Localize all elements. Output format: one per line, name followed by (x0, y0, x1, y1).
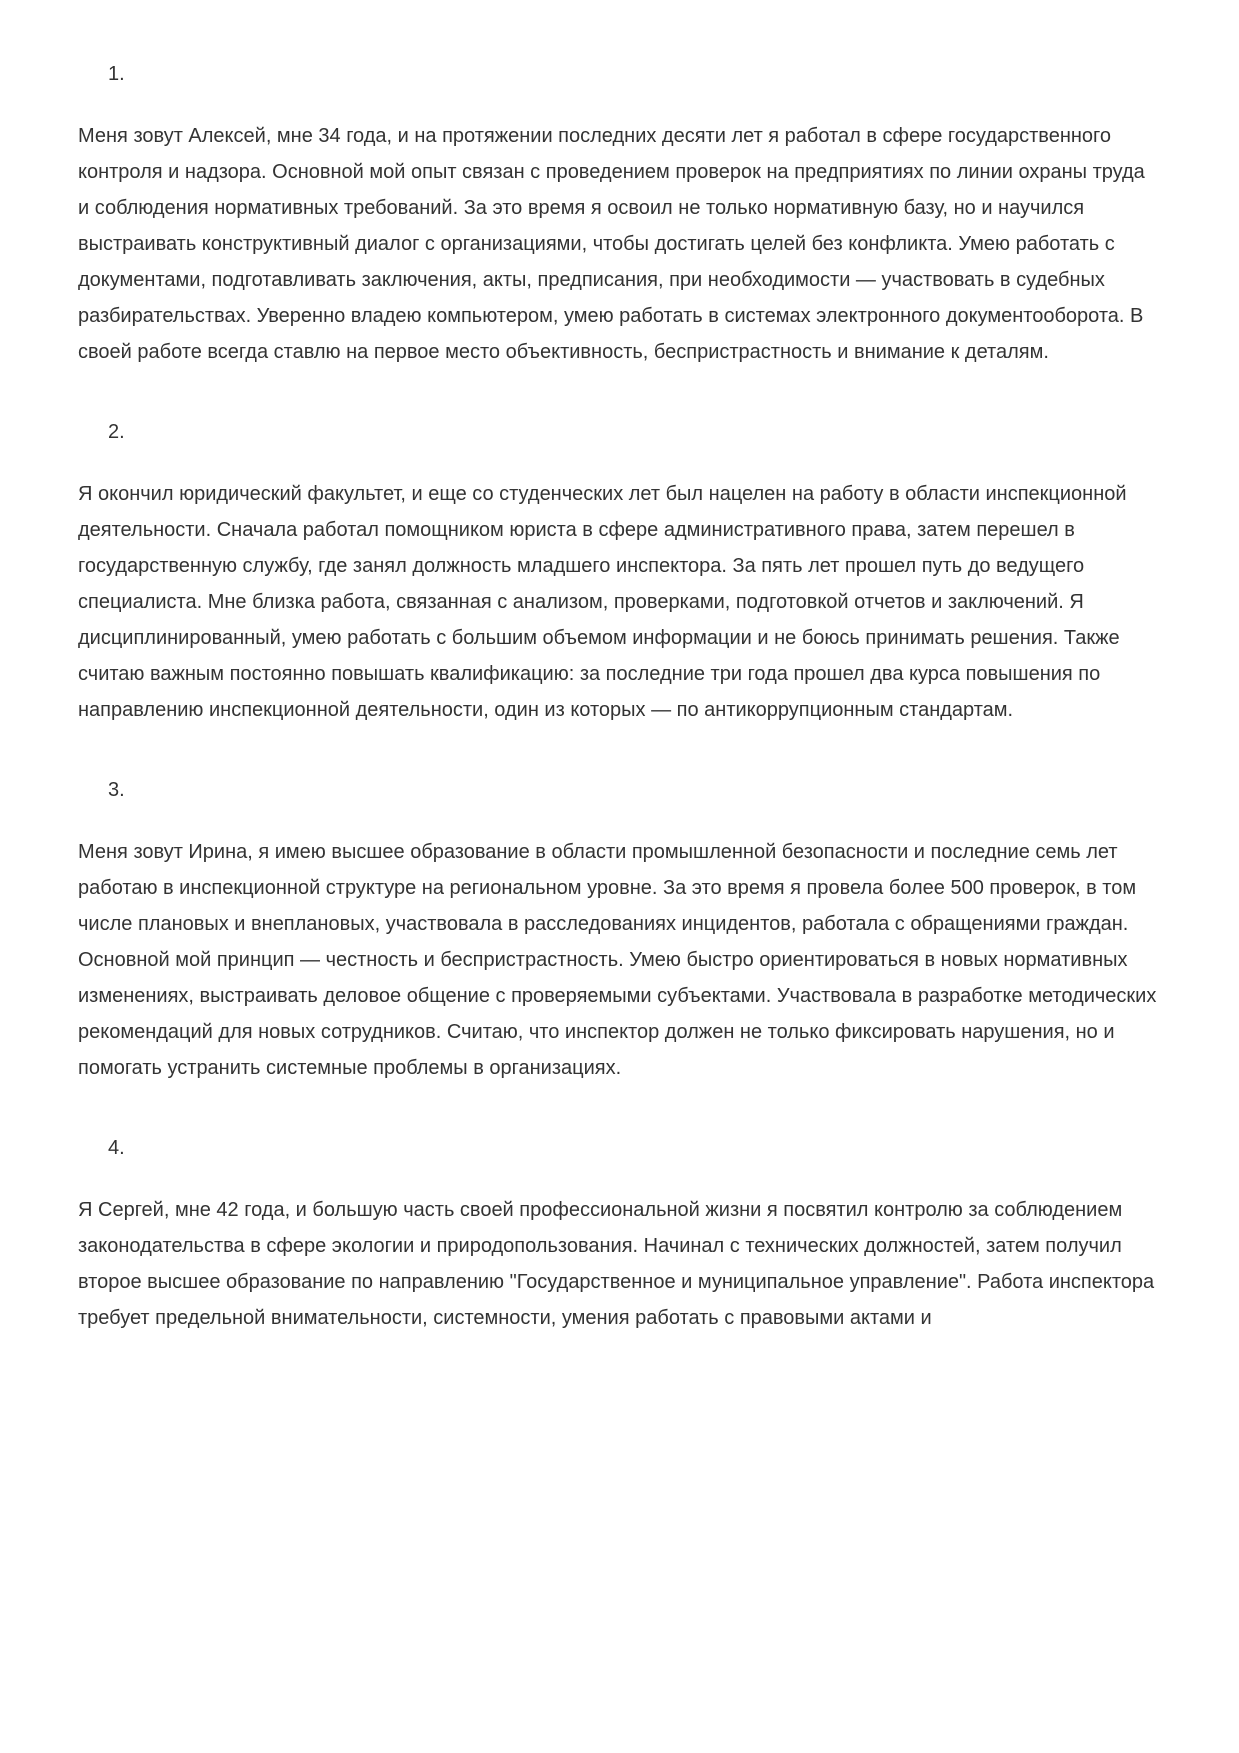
section-3-text: Меня зовут Ирина, я имею высшее образование в области промышленной безопасности и последние семь лет работаю в инспекционной структуре на региональном уровне. За это время я провела более 500 проверок, в том числе плановых и внеплановых, участвовала в расследованиях инцидентов, работала с обращениями граждан. Основной мой принцип — честность и беспристрастность. Умею быстро ориентироваться в новых нормативных изменениях, выстраивать деловое общение с проверяемыми субъектами. Участвовала в разработке методических рекомендаций для новых сотрудников. Считаю, что инспектор должен не только фиксировать нарушения, но и помогать устранить системные проблемы в организациях. (78, 841, 1157, 1079)
section-3-number: 3. (108, 779, 125, 801)
section-2-number: 2. (108, 421, 125, 443)
section-4-number: 4. (108, 1137, 125, 1159)
section-4-text: Я Сергей, мне 42 года, и большую часть своей профессиональной жизни я посвятил контролю за соблюдением законодательства в сфере экологии и природопользования. Начинал с технических должностей, затем получил второе высшее образование по направлению "Государственное и муниципальное управление". Работа инспектора требует предельной внимательности, системности, умения работать с правовыми актами и (78, 1199, 1155, 1329)
section-2-text: Я окончил юридический факультет, и еще со студенческих лет был нацелен на работу в области инспекционной деятельности. Сначала работал помощником юриста в сфере административного права, затем перешел в государственную службу, где занял должность младшего инспектора. За пять лет прошел путь до ведущего специалиста. Мне близка работа, связанная с анализом, проверками, подготовкой отчетов и заключений. Я дисциплинированный, умею работать с большим объемом информации и не боюсь принимать решения. Также считаю важным постоянно повышать квалификацию: за последние три года прошел два курса повышения по направлению инспекционной деятельности, один из которых — по антикоррупционным стандартам. (78, 483, 1127, 721)
section-1-text: Меня зовут Алексей, мне 34 года, и на протяжении последних десяти лет я работал в сфере государственного контроля и надзора. Основной мой опыт связан с проведением проверок на предприятиях по линии охраны труда и соблюдения нормативных требований. За это время я освоил не только нормативную базу, но и научился выстраивать конструктивный диалог с организациями, чтобы достигать целей без конфликта. Умею работать с документами, подготавливать заключения, акты, предписания, при необходимости — участвовать в судебных разбирательствах. Уверенно владею компьютером, умею работать в системах электронного документооборота. В своей работе всегда ставлю на первое место объективность, беспристрастность и внимание к деталям. (78, 125, 1145, 363)
section-1-number: 1. (108, 63, 125, 85)
